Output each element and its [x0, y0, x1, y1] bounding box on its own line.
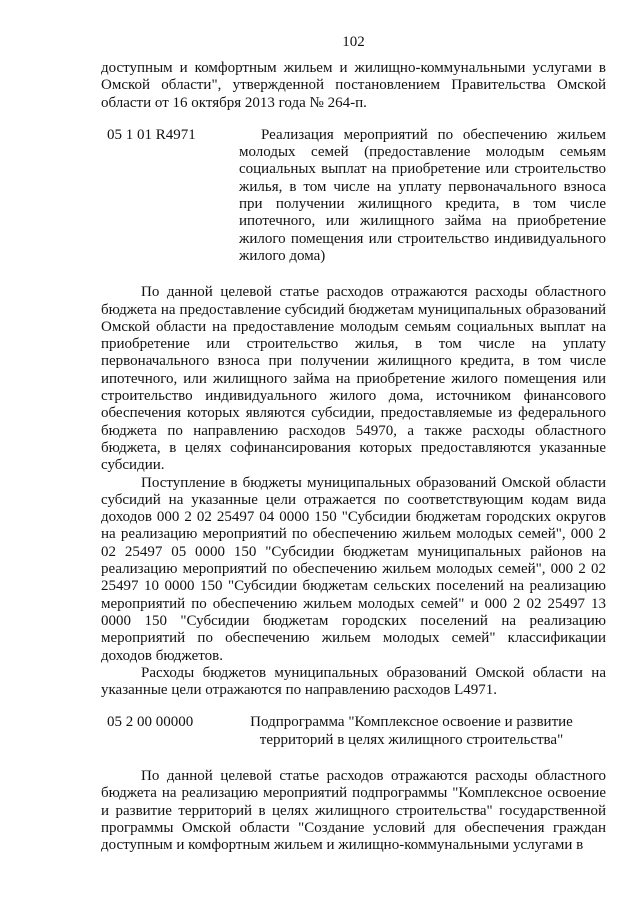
page-number: 102: [342, 34, 365, 50]
entry-code: 05 1 01 R4971: [107, 126, 196, 143]
body-paragraph: По данной целевой статье расходов отражаются расходы областного бюджета на предоставление субсидий бюджетам муниципальных образований Омской области на предоставление молодым семьям социальных выплат на приобретение или строительство жилья, в том числе на уплату первоначального взноса при получении жилищного кредита, в том числе ипотечного, или жилищного займа на приобретение жилого помещения или строительство индивидуального жилого дома, источником финансового обеспечения которых являются субсидии, предоставляемые из федерального бюджета по направлению расходов 54970, а также расходы областного бюджета, в целях софинансирования которых предоставляются указанные субсидии.: [101, 284, 606, 474]
body-paragraph: Расходы бюджетов муниципальных образований Омской области на указанные цели отражаются по направлению расходов L4971.: [101, 664, 606, 699]
intro-paragraph: доступным и комфортным жильем и жилищно-коммунальными услугами в Омской области", утвержденной постановлением Правительства Омской области от 16 октября 2013 года № 264-п.: [101, 60, 606, 111]
entry-code: 05 2 00 00000: [107, 714, 194, 731]
budget-entry: [101, 127, 606, 265]
body-paragraph: По данной целевой статье расходов отражаются расходы областного бюджета на реализацию мероприятий подпрограммы "Комплексное освоение и развитие территорий в целях жилищного строительства" государственной программы Омской области "Создание условий для обеспечения граждан доступным и комфортным жильем и жилищно-коммунальными услугами в: [101, 767, 606, 854]
entry-title: Подпрограмма "Комплексное освоение и развитие территорий в целях жилищного строительства": [250, 714, 573, 748]
entry-title: Реализация мероприятий по обеспечению жильем молодых семей (предоставление молодым семьям социальных выплат на приобретение или строительство жилья, в том числе на уплату первоначального взноса при получении жилищного кредита, в том числе ипотечного, или жилищного займа на приобретение жилого помещения или строительство индивидуального жилого дома): [239, 126, 606, 264]
body-paragraph: Поступление в бюджеты муниципальных образований Омской области субсидий на указанные цели отражается по соответствующим кодам вида доходов 000 2 02 25497 04 0000 150 "Субсидии бюджетам городских округов на реализацию мероприятий по обеспечению жильем молодых семей", 000 2 02 25497 05 0000 150 "Субсидии бюджетам муниципальных районов на реализацию мероприятий по обеспечению жильем молодых семей", 000 2 02 25497 10 0000 150 "Субсидии бюджетам сельских поселений на реализацию мероприятий по обеспечению жильем молодых семей" и 000 2 02 25497 13 0000 150 "Субсидии бюджетам городских поселений на реализацию мероприятий по обеспечению жильем молодых семей" классификации доходов бюджетов.: [101, 474, 606, 664]
budget-entry: [101, 714, 606, 749]
